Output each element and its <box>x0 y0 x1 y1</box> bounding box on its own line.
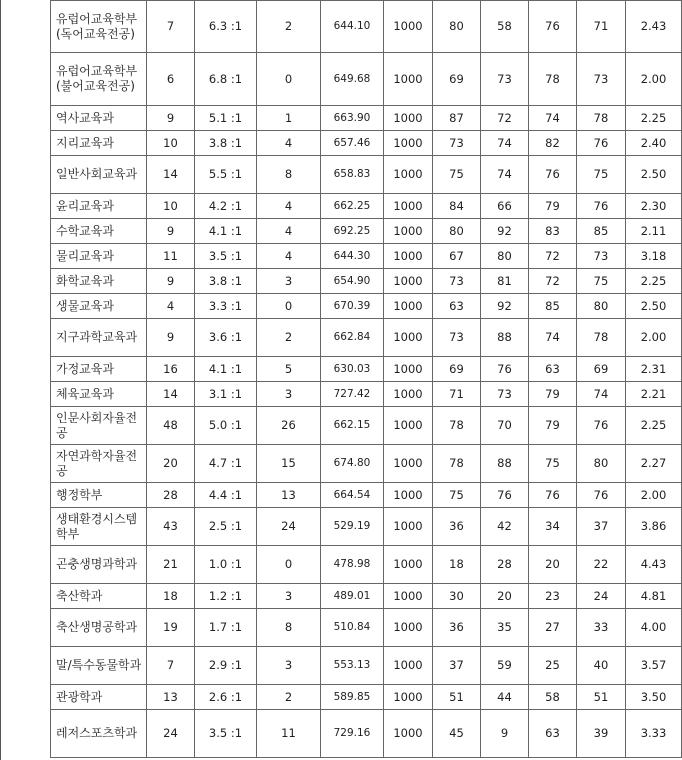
additional-admits-cell: 4 <box>257 244 321 269</box>
math-grade-cell: 76 <box>481 483 529 508</box>
dept-name-cell: 축산학과 <box>51 584 147 609</box>
competition-ratio-cell: 5.0 :1 <box>195 407 257 445</box>
full-score-cell: 1000 <box>384 194 433 219</box>
school-record-grade-cell: 2.00 <box>626 483 682 508</box>
dept-name-cell: 레저스포츠학과 <box>51 710 147 758</box>
quota-cell: 7 <box>147 1 195 53</box>
math-grade-cell: 28 <box>481 546 529 584</box>
competition-ratio-cell: 3.1 :1 <box>195 382 257 407</box>
dept-name-cell: 생물교육과 <box>51 294 147 319</box>
competition-ratio-cell: 1.7 :1 <box>195 609 257 647</box>
table-row <box>51 584 682 609</box>
korean-grade-cell: 73 <box>433 319 481 357</box>
math-grade-cell: 74 <box>481 131 529 156</box>
table-row <box>51 382 682 407</box>
korean-grade-cell: 80 <box>433 1 481 53</box>
average-grade-cell: 73 <box>577 53 626 106</box>
quota-cell: 10 <box>147 131 195 156</box>
school-record-grade-cell: 2.25 <box>626 106 682 131</box>
math-grade-cell: 35 <box>481 609 529 647</box>
math-grade-cell: 66 <box>481 194 529 219</box>
average-grade-cell: 24 <box>577 584 626 609</box>
table-row <box>51 508 682 546</box>
full-score-cell: 1000 <box>384 357 433 382</box>
english-grade-cell: 78 <box>529 53 577 106</box>
average-grade-cell: 74 <box>577 382 626 407</box>
table-row <box>51 244 682 269</box>
english-grade-cell: 85 <box>529 294 577 319</box>
korean-grade-cell: 71 <box>433 382 481 407</box>
school-record-grade-cell: 2.50 <box>626 156 682 194</box>
dept-name-cell: 지리교육과 <box>51 131 147 156</box>
math-grade-cell: 81 <box>481 269 529 294</box>
table-row <box>51 609 682 647</box>
english-grade-cell: 74 <box>529 106 577 131</box>
math-grade-cell: 73 <box>481 53 529 106</box>
full-score-cell: 1000 <box>384 219 433 244</box>
full-score-cell: 1000 <box>384 483 433 508</box>
average-grade-cell: 80 <box>577 294 626 319</box>
average-grade-cell: 40 <box>577 647 626 685</box>
math-grade-cell: 76 <box>481 357 529 382</box>
full-score-cell: 1000 <box>384 131 433 156</box>
additional-admits-cell: 2 <box>257 1 321 53</box>
quota-cell: 14 <box>147 382 195 407</box>
school-record-grade-cell: 3.57 <box>626 647 682 685</box>
competition-ratio-cell: 4.7 :1 <box>195 445 257 483</box>
table-row <box>51 357 682 382</box>
math-grade-cell: 42 <box>481 508 529 546</box>
full-score-cell: 1000 <box>384 647 433 685</box>
full-score-cell: 1000 <box>384 53 433 106</box>
korean-grade-cell: 30 <box>433 584 481 609</box>
math-grade-cell: 72 <box>481 106 529 131</box>
school-record-grade-cell: 2.27 <box>626 445 682 483</box>
school-record-grade-cell: 2.50 <box>626 294 682 319</box>
average-grade-cell: 76 <box>577 483 626 508</box>
competition-ratio-cell: 3.8 :1 <box>195 269 257 294</box>
quota-cell: 16 <box>147 357 195 382</box>
full-score-cell: 1000 <box>384 106 433 131</box>
quota-cell: 28 <box>147 483 195 508</box>
average-grade-cell: 37 <box>577 508 626 546</box>
english-grade-cell: 74 <box>529 319 577 357</box>
dept-name-cell: 윤리교육과 <box>51 194 147 219</box>
additional-admits-cell: 13 <box>257 483 321 508</box>
converted-score-cell: 670.39 <box>321 294 384 319</box>
table-row <box>51 269 682 294</box>
dept-name-cell: 곤충생명과학과 <box>51 546 147 584</box>
competition-ratio-cell: 3.5 :1 <box>195 710 257 758</box>
school-record-grade-cell: 2.00 <box>626 319 682 357</box>
competition-ratio-cell: 5.5 :1 <box>195 156 257 194</box>
full-score-cell: 1000 <box>384 382 433 407</box>
english-grade-cell: 82 <box>529 131 577 156</box>
table-row <box>51 407 682 445</box>
korean-grade-cell: 80 <box>433 219 481 244</box>
quota-cell: 7 <box>147 647 195 685</box>
korean-grade-cell: 78 <box>433 407 481 445</box>
full-score-cell: 1000 <box>384 546 433 584</box>
math-grade-cell: 73 <box>481 382 529 407</box>
converted-score-cell: 658.83 <box>321 156 384 194</box>
table-row <box>51 319 682 357</box>
competition-ratio-cell: 4.1 :1 <box>195 357 257 382</box>
math-grade-cell: 20 <box>481 584 529 609</box>
school-record-grade-cell: 3.50 <box>626 685 682 710</box>
full-score-cell: 1000 <box>384 609 433 647</box>
english-grade-cell: 79 <box>529 407 577 445</box>
korean-grade-cell: 69 <box>433 53 481 106</box>
math-grade-cell: 92 <box>481 294 529 319</box>
math-grade-cell: 70 <box>481 407 529 445</box>
converted-score-cell: 664.54 <box>321 483 384 508</box>
average-grade-cell: 80 <box>577 445 626 483</box>
table-row <box>51 647 682 685</box>
average-grade-cell: 51 <box>577 685 626 710</box>
quota-cell: 9 <box>147 269 195 294</box>
school-record-grade-cell: 2.21 <box>626 382 682 407</box>
table-row <box>51 156 682 194</box>
dept-name-cell: 관광학과 <box>51 685 147 710</box>
additional-admits-cell: 1 <box>257 106 321 131</box>
dept-name-cell: 말/특수동물학과 <box>51 647 147 685</box>
converted-score-cell: 489.01 <box>321 584 384 609</box>
quota-cell: 10 <box>147 194 195 219</box>
english-grade-cell: 76 <box>529 483 577 508</box>
school-record-grade-cell: 2.30 <box>626 194 682 219</box>
average-grade-cell: 73 <box>577 244 626 269</box>
quota-cell: 13 <box>147 685 195 710</box>
admission-results-table <box>50 0 682 758</box>
table-row <box>51 685 682 710</box>
full-score-cell: 1000 <box>384 407 433 445</box>
table-row <box>51 219 682 244</box>
math-grade-cell: 9 <box>481 710 529 758</box>
competition-ratio-cell: 2.5 :1 <box>195 508 257 546</box>
dept-name-cell: 체육교육과 <box>51 382 147 407</box>
competition-ratio-cell: 2.6 :1 <box>195 685 257 710</box>
converted-score-cell: 510.84 <box>321 609 384 647</box>
table-row <box>51 194 682 219</box>
additional-admits-cell: 3 <box>257 269 321 294</box>
converted-score-cell: 692.25 <box>321 219 384 244</box>
additional-admits-cell: 8 <box>257 609 321 647</box>
full-score-cell: 1000 <box>384 685 433 710</box>
english-grade-cell: 72 <box>529 244 577 269</box>
additional-admits-cell: 2 <box>257 319 321 357</box>
additional-admits-cell: 11 <box>257 710 321 758</box>
additional-admits-cell: 3 <box>257 647 321 685</box>
additional-admits-cell: 3 <box>257 584 321 609</box>
converted-score-cell: 644.30 <box>321 244 384 269</box>
quota-cell: 20 <box>147 445 195 483</box>
quota-cell: 21 <box>147 546 195 584</box>
school-record-grade-cell: 2.40 <box>626 131 682 156</box>
english-grade-cell: 79 <box>529 194 577 219</box>
korean-grade-cell: 75 <box>433 483 481 508</box>
school-record-grade-cell: 3.86 <box>626 508 682 546</box>
full-score-cell: 1000 <box>384 319 433 357</box>
competition-ratio-cell: 1.2 :1 <box>195 584 257 609</box>
competition-ratio-cell: 3.6 :1 <box>195 319 257 357</box>
average-grade-cell: 76 <box>577 407 626 445</box>
table-row <box>51 1 682 53</box>
english-grade-cell: 23 <box>529 584 577 609</box>
dept-name-cell: 물리교육과 <box>51 244 147 269</box>
dept-name-cell: 인문사회자율전공 <box>51 407 147 445</box>
converted-score-cell: 727.42 <box>321 382 384 407</box>
school-record-grade-cell: 2.43 <box>626 1 682 53</box>
table-row <box>51 53 682 106</box>
average-grade-cell: 78 <box>577 106 626 131</box>
school-record-grade-cell: 4.43 <box>626 546 682 584</box>
additional-admits-cell: 0 <box>257 294 321 319</box>
dept-name-cell: 생태환경시스템학부 <box>51 508 147 546</box>
quota-cell: 11 <box>147 244 195 269</box>
quota-cell: 24 <box>147 710 195 758</box>
dept-name-cell: 일반사회교육과 <box>51 156 147 194</box>
competition-ratio-cell: 6.8 :1 <box>195 53 257 106</box>
average-grade-cell: 22 <box>577 546 626 584</box>
dept-name-cell: 지구과학교육과 <box>51 319 147 357</box>
quota-cell: 48 <box>147 407 195 445</box>
english-grade-cell: 79 <box>529 382 577 407</box>
converted-score-cell: 662.25 <box>321 194 384 219</box>
dept-name-cell: 유럽어교육학부 (불어교육전공) <box>51 53 147 106</box>
english-grade-cell: 27 <box>529 609 577 647</box>
english-grade-cell: 76 <box>529 1 577 53</box>
table-row <box>51 131 682 156</box>
average-grade-cell: 75 <box>577 269 626 294</box>
converted-score-cell: 630.03 <box>321 357 384 382</box>
korean-grade-cell: 36 <box>433 609 481 647</box>
table-row <box>51 106 682 131</box>
math-grade-cell: 74 <box>481 156 529 194</box>
dept-name-cell: 수학교육과 <box>51 219 147 244</box>
converted-score-cell: 649.68 <box>321 53 384 106</box>
full-score-cell: 1000 <box>384 269 433 294</box>
math-grade-cell: 92 <box>481 219 529 244</box>
converted-score-cell: 662.84 <box>321 319 384 357</box>
quota-cell: 19 <box>147 609 195 647</box>
competition-ratio-cell: 4.4 :1 <box>195 483 257 508</box>
school-record-grade-cell: 2.11 <box>626 219 682 244</box>
korean-grade-cell: 45 <box>433 710 481 758</box>
converted-score-cell: 663.90 <box>321 106 384 131</box>
average-grade-cell: 69 <box>577 357 626 382</box>
dept-name-cell: 자연과학자율전공 <box>51 445 147 483</box>
english-grade-cell: 34 <box>529 508 577 546</box>
average-grade-cell: 71 <box>577 1 626 53</box>
full-score-cell: 1000 <box>384 244 433 269</box>
quota-cell: 9 <box>147 106 195 131</box>
school-record-grade-cell: 3.18 <box>626 244 682 269</box>
quota-cell: 43 <box>147 508 195 546</box>
english-grade-cell: 20 <box>529 546 577 584</box>
converted-score-cell: 654.90 <box>321 269 384 294</box>
english-grade-cell: 63 <box>529 357 577 382</box>
converted-score-cell: 478.98 <box>321 546 384 584</box>
additional-admits-cell: 0 <box>257 546 321 584</box>
english-grade-cell: 83 <box>529 219 577 244</box>
average-grade-cell: 33 <box>577 609 626 647</box>
converted-score-cell: 657.46 <box>321 131 384 156</box>
additional-admits-cell: 3 <box>257 382 321 407</box>
dept-name-cell: 행정학부 <box>51 483 147 508</box>
additional-admits-cell: 15 <box>257 445 321 483</box>
full-score-cell: 1000 <box>384 584 433 609</box>
additional-admits-cell: 4 <box>257 219 321 244</box>
average-grade-cell: 85 <box>577 219 626 244</box>
table-row <box>51 294 682 319</box>
competition-ratio-cell: 3.5 :1 <box>195 244 257 269</box>
korean-grade-cell: 36 <box>433 508 481 546</box>
competition-ratio-cell: 3.3 :1 <box>195 294 257 319</box>
competition-ratio-cell: 1.0 :1 <box>195 546 257 584</box>
quota-cell: 18 <box>147 584 195 609</box>
converted-score-cell: 589.85 <box>321 685 384 710</box>
table-row <box>51 445 682 483</box>
full-score-cell: 1000 <box>384 445 433 483</box>
korean-grade-cell: 63 <box>433 294 481 319</box>
math-grade-cell: 58 <box>481 1 529 53</box>
school-record-grade-cell: 2.00 <box>626 53 682 106</box>
additional-admits-cell: 26 <box>257 407 321 445</box>
korean-grade-cell: 51 <box>433 685 481 710</box>
korean-grade-cell: 69 <box>433 357 481 382</box>
competition-ratio-cell: 4.1 :1 <box>195 219 257 244</box>
dept-name-cell: 가정교육과 <box>51 357 147 382</box>
full-score-cell: 1000 <box>384 1 433 53</box>
korean-grade-cell: 84 <box>433 194 481 219</box>
quota-cell: 9 <box>147 219 195 244</box>
table-row <box>51 546 682 584</box>
school-record-grade-cell: 4.00 <box>626 609 682 647</box>
dept-name-cell: 화학교육과 <box>51 269 147 294</box>
additional-admits-cell: 2 <box>257 685 321 710</box>
additional-admits-cell: 4 <box>257 194 321 219</box>
average-grade-cell: 39 <box>577 710 626 758</box>
additional-admits-cell: 0 <box>257 53 321 106</box>
dept-name-cell: 유럽어교육학부 (독어교육전공) <box>51 1 147 53</box>
school-record-grade-cell: 3.33 <box>626 710 682 758</box>
school-record-grade-cell: 2.25 <box>626 407 682 445</box>
average-grade-cell: 76 <box>577 131 626 156</box>
additional-admits-cell: 4 <box>257 131 321 156</box>
korean-grade-cell: 87 <box>433 106 481 131</box>
dept-name-cell: 축산생명공학과 <box>51 609 147 647</box>
full-score-cell: 1000 <box>384 710 433 758</box>
math-grade-cell: 44 <box>481 685 529 710</box>
math-grade-cell: 88 <box>481 445 529 483</box>
competition-ratio-cell: 5.1 :1 <box>195 106 257 131</box>
korean-grade-cell: 75 <box>433 156 481 194</box>
dept-name-cell: 역사교육과 <box>51 106 147 131</box>
competition-ratio-cell: 2.9 :1 <box>195 647 257 685</box>
korean-grade-cell: 73 <box>433 131 481 156</box>
quota-cell: 14 <box>147 156 195 194</box>
full-score-cell: 1000 <box>384 156 433 194</box>
korean-grade-cell: 67 <box>433 244 481 269</box>
average-grade-cell: 76 <box>577 194 626 219</box>
korean-grade-cell: 37 <box>433 647 481 685</box>
converted-score-cell: 553.13 <box>321 647 384 685</box>
table-row <box>51 483 682 508</box>
converted-score-cell: 662.15 <box>321 407 384 445</box>
converted-score-cell: 729.16 <box>321 710 384 758</box>
full-score-cell: 1000 <box>384 508 433 546</box>
english-grade-cell: 63 <box>529 710 577 758</box>
table-row <box>51 710 682 758</box>
korean-grade-cell: 78 <box>433 445 481 483</box>
converted-score-cell: 674.80 <box>321 445 384 483</box>
english-grade-cell: 72 <box>529 269 577 294</box>
average-grade-cell: 78 <box>577 319 626 357</box>
math-grade-cell: 80 <box>481 244 529 269</box>
average-grade-cell: 75 <box>577 156 626 194</box>
korean-grade-cell: 73 <box>433 269 481 294</box>
english-grade-cell: 76 <box>529 156 577 194</box>
competition-ratio-cell: 3.8 :1 <box>195 131 257 156</box>
quota-cell: 9 <box>147 319 195 357</box>
additional-admits-cell: 8 <box>257 156 321 194</box>
school-record-grade-cell: 4.81 <box>626 584 682 609</box>
quota-cell: 4 <box>147 294 195 319</box>
school-record-grade-cell: 2.31 <box>626 357 682 382</box>
converted-score-cell: 644.10 <box>321 1 384 53</box>
merged-group-column <box>1 0 50 760</box>
math-grade-cell: 59 <box>481 647 529 685</box>
additional-admits-cell: 24 <box>257 508 321 546</box>
competition-ratio-cell: 4.2 :1 <box>195 194 257 219</box>
quota-cell: 6 <box>147 53 195 106</box>
english-grade-cell: 58 <box>529 685 577 710</box>
competition-ratio-cell: 6.3 :1 <box>195 1 257 53</box>
additional-admits-cell: 5 <box>257 357 321 382</box>
school-record-grade-cell: 2.25 <box>626 269 682 294</box>
english-grade-cell: 25 <box>529 647 577 685</box>
english-grade-cell: 75 <box>529 445 577 483</box>
korean-grade-cell: 18 <box>433 546 481 584</box>
converted-score-cell: 529.19 <box>321 508 384 546</box>
full-score-cell: 1000 <box>384 294 433 319</box>
math-grade-cell: 88 <box>481 319 529 357</box>
